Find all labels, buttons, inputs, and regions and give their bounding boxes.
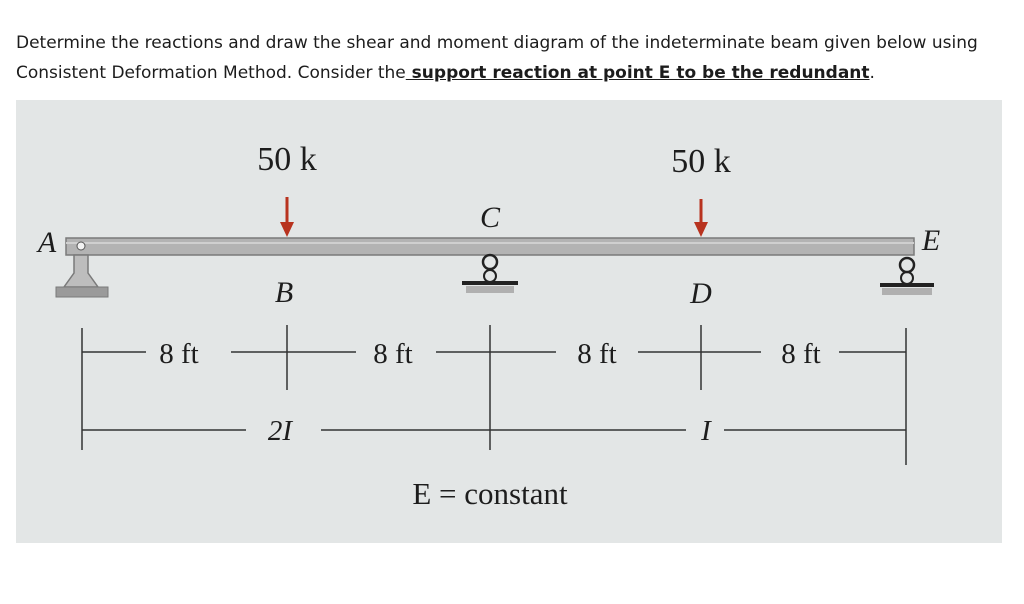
load-label-b: 50 k xyxy=(257,141,317,178)
roller-support-e xyxy=(880,258,934,295)
problem-statement xyxy=(16,28,1006,88)
prompt-line-2-text: Consistent Deformation Method. Consider the xyxy=(16,63,406,83)
prompt-line-2-end: . xyxy=(869,63,875,83)
point-label-d: D xyxy=(690,277,712,310)
load-label-d: 50 k xyxy=(671,143,731,180)
inertia-label-right: I xyxy=(701,415,711,447)
inertia-label-left: 2I xyxy=(267,415,293,447)
span-label-cd: 8 ft xyxy=(577,338,617,370)
prompt-line-2 xyxy=(16,58,1006,88)
load-arrow-b xyxy=(280,197,294,237)
load-arrow-d xyxy=(694,199,708,237)
beam xyxy=(66,238,914,255)
point-label-a: A xyxy=(37,226,57,259)
material-note: E = constant xyxy=(412,476,568,511)
prompt-line-1: Determine the reactions and draw the shear and moment diagram of the indeterminate beam given below using xyxy=(16,33,978,53)
beam-diagram xyxy=(16,100,1002,543)
point-label-c: C xyxy=(479,201,501,234)
redundant-emphasis: support reaction at point E to be the redundant xyxy=(405,63,870,83)
span-label-ab: 8 ft xyxy=(159,338,199,370)
point-label-b: B xyxy=(274,276,294,309)
point-label-e: E xyxy=(921,224,941,257)
beam-figure xyxy=(16,100,1002,543)
span-label-de: 8 ft xyxy=(781,338,821,370)
roller-support-c xyxy=(462,255,518,293)
span-label-bc: 8 ft xyxy=(373,338,413,370)
